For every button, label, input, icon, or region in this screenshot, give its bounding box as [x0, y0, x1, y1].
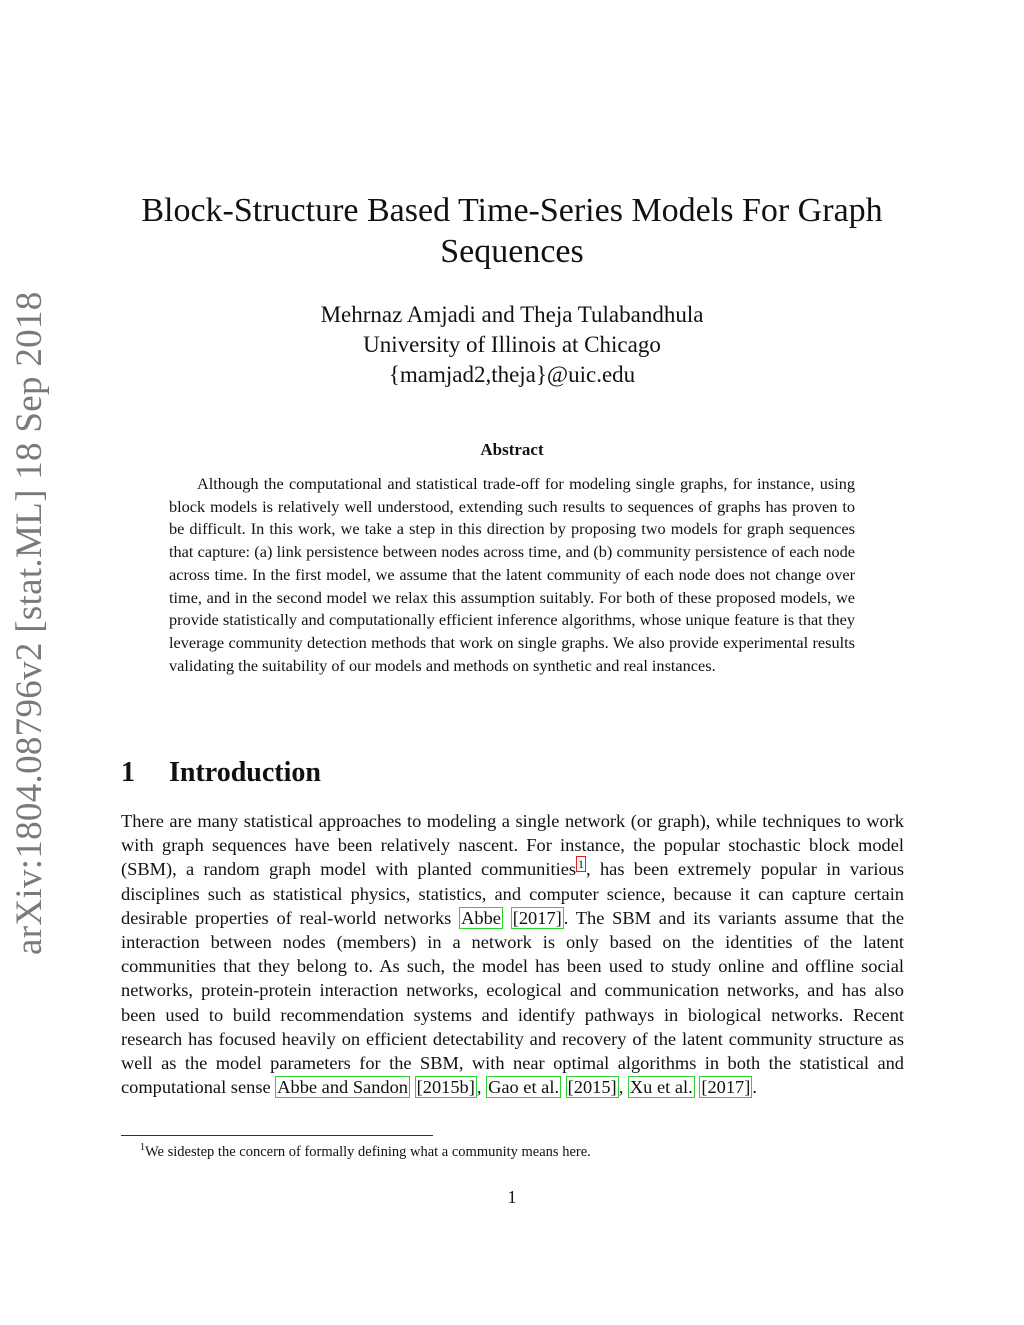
citation-link-gao-name[interactable]: Gao et al. [488, 1077, 560, 1098]
intro-text-end: . [752, 1077, 757, 1098]
citation-link-xu-name[interactable]: Xu et al. [629, 1077, 693, 1098]
section-heading-introduction [121, 757, 321, 789]
author-block [150, 300, 874, 390]
section-number: 1 [121, 757, 135, 788]
author-email: {mamjad2,theja}@uic.edu [388, 362, 636, 387]
author-affiliation: University of Illinois at Chicago [363, 332, 661, 357]
citation-link-abbe-sandon-year[interactable]: [2015b] [416, 1077, 475, 1098]
citation-link-gao-year[interactable]: [2015] [567, 1077, 617, 1098]
paper-title: Block-Structure Based Time-Series Models For Graph Sequences [141, 192, 883, 270]
citation-link-abbe-year[interactable]: [2017] [512, 907, 562, 928]
footnote [140, 1139, 880, 1161]
page-number: 1 [507, 1187, 517, 1207]
citation-link-xu-year[interactable]: [2017] [701, 1077, 751, 1098]
intro-text-1: There are many statistical approaches to modeling a single network (or graph), while techniques to work with graph sequences have been relatively nascent. For instance, the popular stochastic block model (SBM), a random graph model with planted communities [121, 811, 904, 880]
intro-text-2: , has been extremely popular in various disciplines such as statistical physics, statistics, and computer science, because it can capture certain desirable properties of real-world networks [121, 859, 904, 928]
citation-link-abbe-sandon-name[interactable]: Abbe and Sandon [277, 1077, 409, 1098]
intro-text-3: . The SBM and its variants assume that the interaction between nodes (members) in a network is only based on the identities of the latent communities that they belong to. As such, the model has been used to study online and offline social networks, protein-protein interaction networks, ecological and communication networks, and has also been used to build recommendation systems and identify pathways in biological networks. Recent research has focused heavily on efficient detectability and recovery of the latent community structure as well as the model parameters for the SBM, with near optimal algorithms in both the statistical and computational sense [121, 907, 904, 1098]
footnote-mark: 1 [140, 1142, 145, 1153]
arxiv-identifier-stamp: arXiv:1804.08796v2 [stat.ML] 18 Sep 2018 [9, 291, 50, 955]
abstract-heading: Abstract [480, 440, 544, 459]
footnote-text: We sidestep the concern of formally defining what a community means here. [145, 1143, 591, 1160]
footnote-divider [121, 1135, 433, 1136]
introduction-paragraph [121, 809, 904, 1099]
footnote-link[interactable]: 1 [578, 857, 585, 872]
abstract-text: Although the computational and statistical trade-off for modeling single graphs, for instance, using block models is relatively well understood, extending such results to sequences of graphs has proven to be difficult. In this work, we take a step in this direction by proposing two models for graph sequences that capture: (a) link persistence between nodes across time, and (b) community persistence of each node across time. In the first model, we assume that the latent community of each node does not change over time, and in the second model we relax this assumption suitably. For both of these proposed models, we provide statistically and computationally efficient inference algorithms, whose unique feature is that they leverage community detection methods that work on single graphs. We also provide experimental results validating the suitability of our models and methods on synthetic and real instances. [169, 474, 855, 675]
citation-separator: , [476, 1077, 487, 1098]
citation-separator: , [618, 1077, 628, 1098]
section-title-text: Introduction [169, 757, 321, 788]
author-names: Mehrnaz Amjadi and Theja Tulabandhula [320, 302, 704, 327]
citation-link-abbe-name[interactable]: Abbe [461, 907, 501, 928]
